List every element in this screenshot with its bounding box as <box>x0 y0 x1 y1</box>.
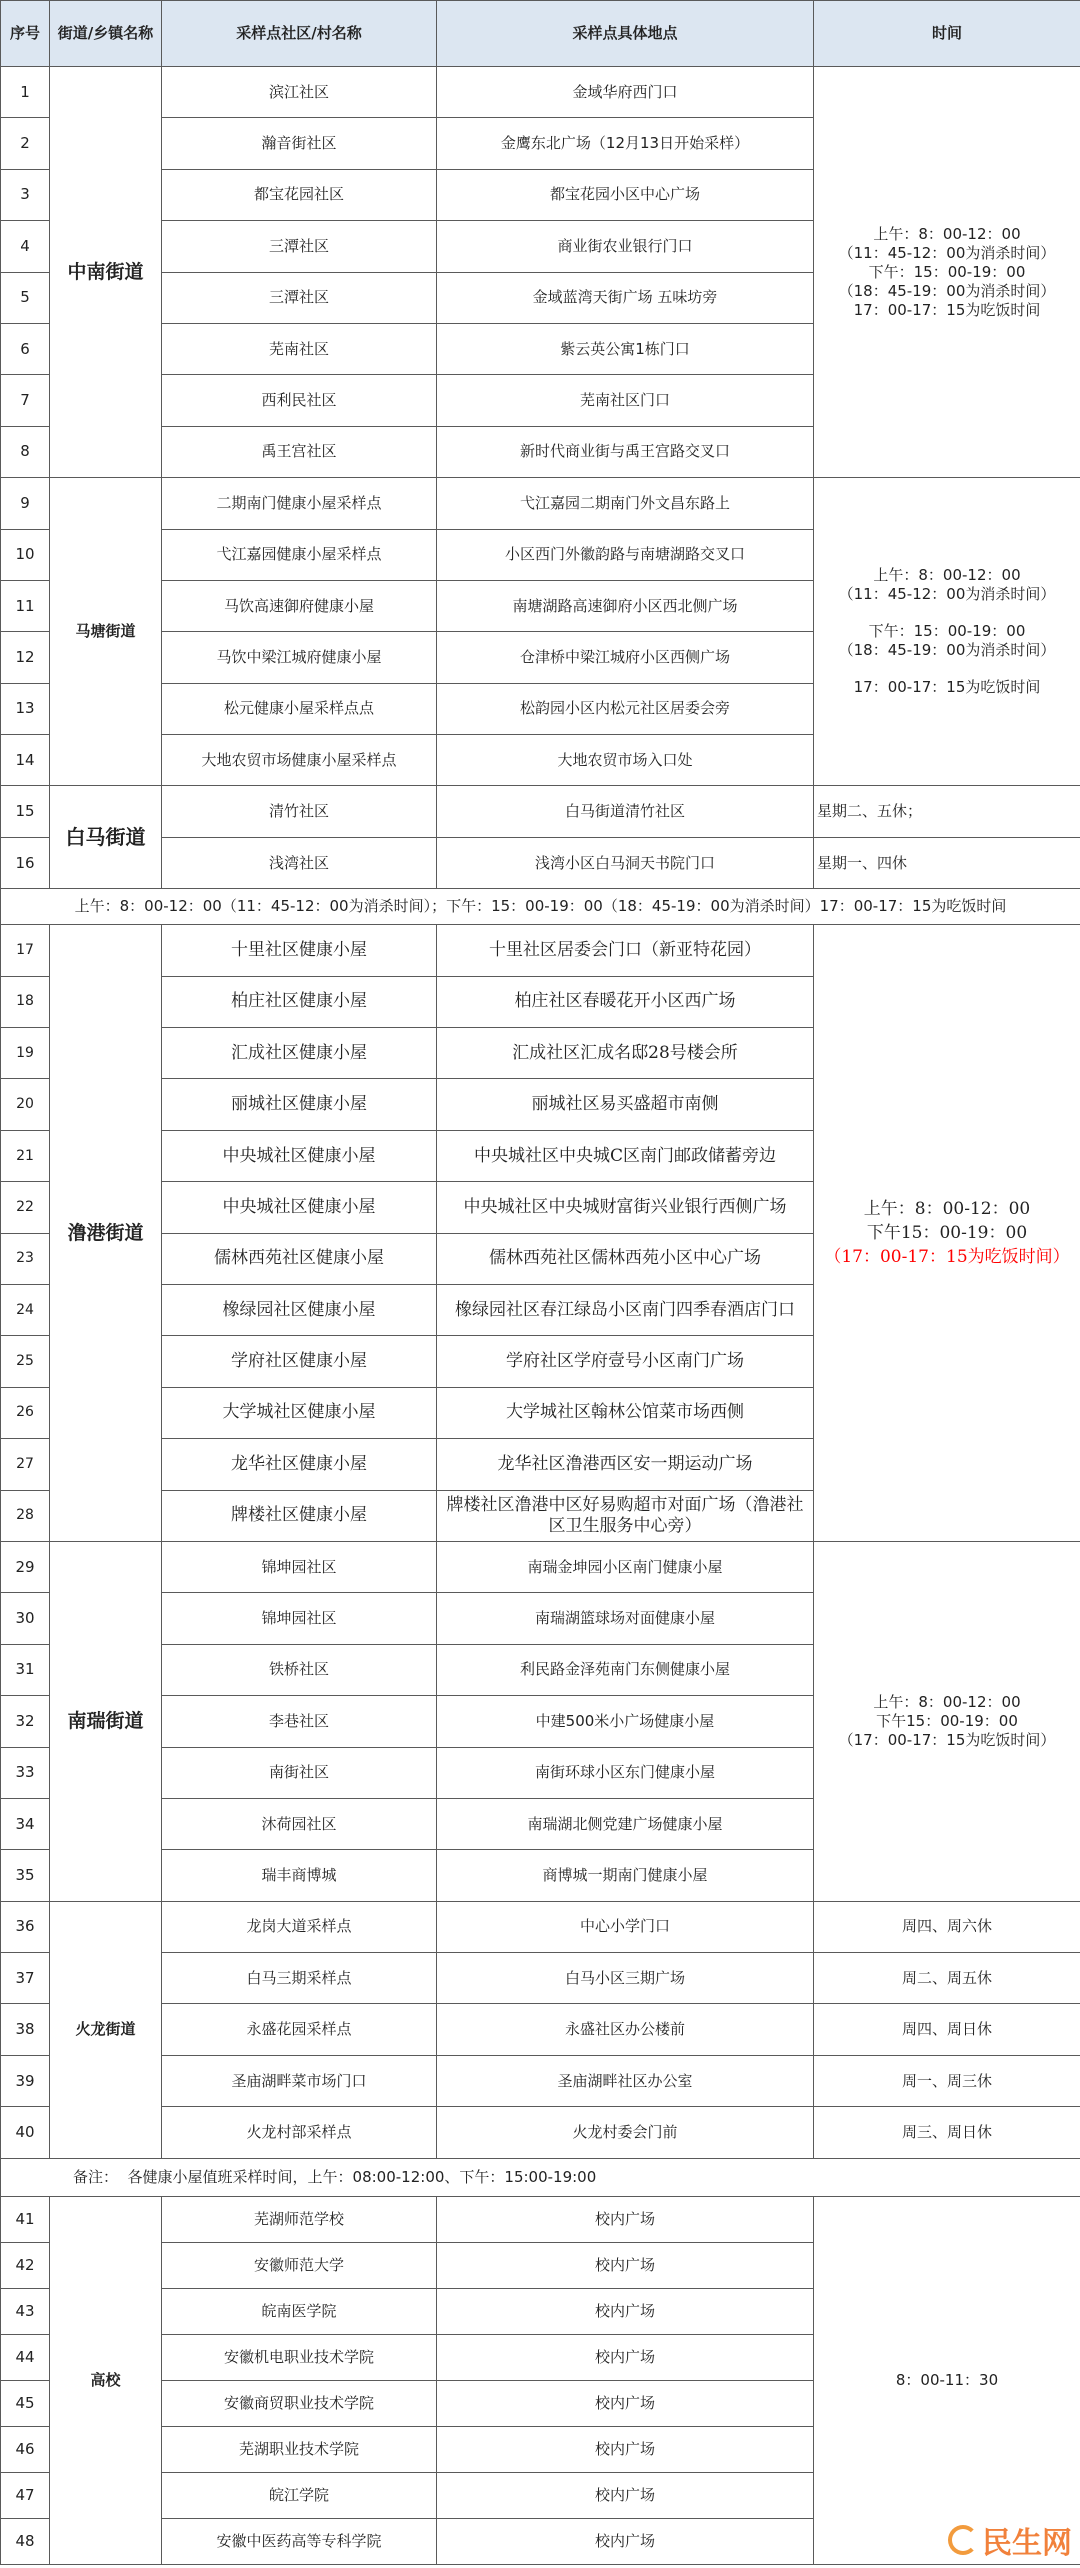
table-body <box>1 67 1080 2565</box>
time-paragraph <box>818 1197 1076 1269</box>
sampling-time <box>814 786 1080 837</box>
row-number: 10 <box>1 529 50 580</box>
community-name: 南街社区 <box>162 1747 437 1798</box>
site-location: 圣庙湖畔社区办公室 <box>437 2055 814 2106</box>
site-location: 学府社区学府壹号小区南门广场 <box>437 1336 814 1387</box>
site-location: 松韵园小区内松元社区居委会旁 <box>437 683 814 734</box>
site-location: 仓津桥中梁江城府小区西侧广场 <box>437 632 814 683</box>
site-location: 大地农贸市场入口处 <box>437 735 814 786</box>
row-number: 46 <box>1 2426 50 2472</box>
header-no: 序号 <box>1 1 50 67</box>
community-name: 瀚音街社区 <box>162 118 437 169</box>
time-line: （18：45-19：00为消杀时间） <box>838 641 1056 660</box>
time-paragraph <box>818 2371 1076 2390</box>
site-location: 金域华府西门口 <box>437 67 814 118</box>
sampling-time <box>814 1901 1080 1952</box>
sampling-time <box>814 2055 1080 2106</box>
site-location: 金鹰东北广场（12月13日开始采样） <box>437 118 814 169</box>
community-name: 锦坤园社区 <box>162 1541 437 1592</box>
community-name: 大地农贸市场健康小屋采样点 <box>162 735 437 786</box>
street-name: 中南街道 <box>50 67 162 478</box>
row-number: 28 <box>1 1490 50 1541</box>
table-row <box>1 2196 1080 2242</box>
site-location: 火龙村委会门前 <box>437 2107 814 2158</box>
row-number: 19 <box>1 1028 50 1079</box>
row-number: 37 <box>1 1953 50 2004</box>
time-paragraph <box>817 802 1076 821</box>
row-number: 33 <box>1 1747 50 1798</box>
community-name: 二期南门健康小屋采样点 <box>162 478 437 529</box>
community-name: 龙华社区健康小屋 <box>162 1439 437 1490</box>
site-location: 丽城社区易买盛超市南侧 <box>437 1079 814 1130</box>
row-number: 5 <box>1 272 50 323</box>
site-location: 儒林西苑社区儒林西苑小区中心广场 <box>437 1233 814 1284</box>
community-name: 汇成社区健康小屋 <box>162 1028 437 1079</box>
row-number: 39 <box>1 2055 50 2106</box>
site-location: 弋江嘉园二期南门外文昌东路上 <box>437 478 814 529</box>
row-number: 34 <box>1 1798 50 1849</box>
site-location: 校内广场 <box>437 2196 814 2242</box>
site-location: 南街环球小区东门健康小屋 <box>437 1747 814 1798</box>
community-name: 白马三期采样点 <box>162 1953 437 2004</box>
note-row <box>1 2158 1080 2196</box>
time-line: 周一、周三休 <box>901 2071 992 2090</box>
row-number: 1 <box>1 67 50 118</box>
site-location: 利民路金泽苑南门东侧健康小屋 <box>437 1644 814 1695</box>
time-paragraph <box>818 2020 1076 2039</box>
row-number: 6 <box>1 323 50 374</box>
time-paragraph <box>818 1969 1076 1988</box>
community-name: 橡绿园社区健康小屋 <box>162 1284 437 1335</box>
row-number: 16 <box>1 837 50 888</box>
site-location: 中心小学门口 <box>437 1901 814 1952</box>
community-name: 马饮中梁江城府健康小屋 <box>162 632 437 683</box>
time-paragraph <box>818 2072 1076 2091</box>
time-line: （11：45-12：00为消杀时间） <box>838 243 1056 262</box>
time-line: 下午：15：00-19：00 <box>868 622 1026 641</box>
row-number: 45 <box>1 2380 50 2426</box>
time-paragraph <box>817 854 1076 873</box>
community-name: 安徽机电职业技术学院 <box>162 2334 437 2380</box>
row-number: 21 <box>1 1130 50 1181</box>
site-location: 校内广场 <box>437 2426 814 2472</box>
community-name: 中央城社区健康小屋 <box>162 1182 437 1233</box>
site-location: 十里社区居委会门口（新亚特花园） <box>437 925 814 976</box>
site-location: 永盛社区办公楼前 <box>437 2004 814 2055</box>
sampling-time <box>814 925 1080 1542</box>
site-location: 汇成社区汇成名邸28号楼会所 <box>437 1028 814 1079</box>
site-location: 大学城社区翰林公馆菜市场西侧 <box>437 1387 814 1438</box>
row-number: 13 <box>1 683 50 734</box>
time-line: 周三、周日休 <box>901 2122 992 2141</box>
community-name: 芜湖职业技术学院 <box>162 2426 437 2472</box>
community-name: 安徽中医药高等专科学院 <box>162 2518 437 2564</box>
sampling-time <box>814 478 1080 786</box>
header-time: 时间 <box>814 1 1080 67</box>
community-name: 儒林西苑社区健康小屋 <box>162 1233 437 1284</box>
street-name: 澛港街道 <box>50 925 162 1542</box>
time-line: （17：00-17：15为吃饭时间） <box>838 1730 1056 1749</box>
time-line: 17：00-17：15为吃饭时间 <box>853 300 1041 319</box>
time-line: 周四、周六休 <box>901 1917 992 1936</box>
community-name: 芜南社区 <box>162 323 437 374</box>
community-name: 锦坤园社区 <box>162 1593 437 1644</box>
time-line: 下午15：00-19：00 <box>876 1711 1018 1730</box>
site-location: 南瑞金坤园小区南门健康小屋 <box>437 1541 814 1592</box>
row-number: 32 <box>1 1696 50 1747</box>
time-line: 下午15：00-19：00 <box>866 1223 1028 1244</box>
row-number: 8 <box>1 426 50 477</box>
row-number: 26 <box>1 1387 50 1438</box>
site-location: 商博城一期南门健康小屋 <box>437 1850 814 1901</box>
site-location: 橡绿园社区春江绿岛小区南门四季春酒店门口 <box>437 1284 814 1335</box>
row-number: 15 <box>1 786 50 837</box>
community-name: 皖江学院 <box>162 2472 437 2518</box>
row-number: 7 <box>1 375 50 426</box>
sampling-time <box>814 2107 1080 2158</box>
community-name: 浅湾社区 <box>162 837 437 888</box>
time-line: 星期二、五休； <box>817 802 923 821</box>
row-number: 27 <box>1 1439 50 1490</box>
time-line: 上午：8：00-12：00 <box>873 566 1021 585</box>
community-name: 马饮高速御府健康小屋 <box>162 580 437 631</box>
site-location: 校内广场 <box>437 2334 814 2380</box>
row-number: 35 <box>1 1850 50 1901</box>
community-name: 大学城社区健康小屋 <box>162 1387 437 1438</box>
row-number: 18 <box>1 976 50 1027</box>
row-number: 2 <box>1 118 50 169</box>
row-number: 44 <box>1 2334 50 2380</box>
site-location: 新时代商业街与禹王宫路交叉口 <box>437 426 814 477</box>
row-number: 24 <box>1 1284 50 1335</box>
row-number: 41 <box>1 2196 50 2242</box>
table-header <box>1 1 1080 67</box>
community-name: 李巷社区 <box>162 1696 437 1747</box>
watermark-logo <box>948 2518 1072 2562</box>
community-name: 中央城社区健康小屋 <box>162 1130 437 1181</box>
time-paragraph <box>818 678 1076 697</box>
time-line: 8：00-11：30 <box>895 2370 999 2389</box>
community-name: 芜湖师范学校 <box>162 2196 437 2242</box>
table-row <box>1 1901 1080 1952</box>
site-location: 校内广场 <box>437 2518 814 2564</box>
row-number: 3 <box>1 169 50 220</box>
watermark-text: 民生网 <box>982 2526 1072 2561</box>
street-name: 高校 <box>50 2196 162 2564</box>
time-line: 上午：8：00-12：00 <box>873 224 1021 243</box>
row-number: 31 <box>1 1644 50 1695</box>
community-name: 圣庙湖畔菜市场门口 <box>162 2055 437 2106</box>
site-location: 南瑞湖篮球场对面健康小屋 <box>437 1593 814 1644</box>
community-name: 牌楼社区健康小屋 <box>162 1490 437 1541</box>
row-number: 25 <box>1 1336 50 1387</box>
note-text: 备注： 各健康小屋值班采样时间，上午：08:00-12:00、下午：15:00-19:00 <box>1 2158 1080 2196</box>
row-number: 14 <box>1 735 50 786</box>
time-line: 星期一、四休 <box>817 853 908 872</box>
site-location: 金域蓝湾天街广场 五味坊旁 <box>437 272 814 323</box>
site-location: 校内广场 <box>437 2380 814 2426</box>
table-row <box>1 2107 1080 2158</box>
table-row <box>1 2055 1080 2106</box>
site-location: 紫云英公寓1栋门口 <box>437 323 814 374</box>
sampling-time <box>814 1953 1080 2004</box>
community-name: 西利民社区 <box>162 375 437 426</box>
sampling-time <box>814 67 1080 478</box>
community-name: 皖南医学院 <box>162 2288 437 2334</box>
site-location: 柏庄社区春暖花开小区西广场 <box>437 976 814 1027</box>
time-line: 下午：15：00-19：00 <box>868 262 1026 281</box>
row-number: 47 <box>1 2472 50 2518</box>
community-name: 铁桥社区 <box>162 1644 437 1695</box>
table-row <box>1 925 1080 976</box>
row-number: 9 <box>1 478 50 529</box>
time-paragraph <box>818 622 1076 660</box>
table-row <box>1 2004 1080 2055</box>
street-name: 南瑞街道 <box>50 1541 162 1901</box>
site-location: 中央城社区中央城C区南门邮政储蓄旁边 <box>437 1130 814 1181</box>
site-location: 中建500米小广场健康小屋 <box>437 1696 814 1747</box>
row-number: 29 <box>1 1541 50 1592</box>
time-paragraph <box>818 566 1076 604</box>
table-row <box>1 67 1080 118</box>
time-paragraph <box>818 225 1076 320</box>
community-name: 禹王宫社区 <box>162 426 437 477</box>
community-name: 三潭社区 <box>162 221 437 272</box>
row-number: 20 <box>1 1079 50 1130</box>
site-location: 校内广场 <box>437 2288 814 2334</box>
time-line: （11：45-12：00为消杀时间） <box>838 585 1056 604</box>
header-street: 街道/乡镇名称 <box>50 1 162 67</box>
sampling-time <box>814 1541 1080 1901</box>
community-name: 安徽商贸职业技术学院 <box>162 2380 437 2426</box>
row-number: 38 <box>1 2004 50 2055</box>
community-name: 沐荷园社区 <box>162 1798 437 1849</box>
time-paragraph <box>818 1917 1076 1936</box>
header-community: 采样点社区/村名称 <box>162 1 437 67</box>
site-location: 都宝花园小区中心广场 <box>437 169 814 220</box>
site-location: 校内广场 <box>437 2472 814 2518</box>
table-row <box>1 1541 1080 1592</box>
time-paragraph <box>818 2123 1076 2142</box>
row-number: 22 <box>1 1182 50 1233</box>
street-name: 火龙街道 <box>50 1901 162 2158</box>
community-name: 丽城社区健康小屋 <box>162 1079 437 1130</box>
row-number: 4 <box>1 221 50 272</box>
table-row <box>1 1953 1080 2004</box>
row-number: 42 <box>1 2242 50 2288</box>
time-line: 上午：8：00-12：00 <box>873 1692 1021 1711</box>
sampling-time <box>814 2004 1080 2055</box>
site-location: 芜南社区门口 <box>437 375 814 426</box>
community-name: 瑞丰商博城 <box>162 1850 437 1901</box>
site-location: 龙华社区澛港西区安一期运动广场 <box>437 1439 814 1490</box>
community-name: 清竹社区 <box>162 786 437 837</box>
site-location: 白马街道清竹社区 <box>437 786 814 837</box>
site-location: 白马小区三期广场 <box>437 1953 814 2004</box>
site-location: 南瑞湖北侧党建广场健康小屋 <box>437 1798 814 1849</box>
site-location: 中央城社区中央城财富街兴业银行西侧广场 <box>437 1182 814 1233</box>
sampling-time <box>814 837 1080 888</box>
row-number: 12 <box>1 632 50 683</box>
time-line: 周四、周日休 <box>901 2020 992 2039</box>
site-location: 校内广场 <box>437 2242 814 2288</box>
site-location: 商业街农业银行门口 <box>437 221 814 272</box>
community-name: 三潭社区 <box>162 272 437 323</box>
community-name: 龙岗大道采样点 <box>162 1901 437 1952</box>
site-location: 南塘湖路高速御府小区西北侧广场 <box>437 580 814 631</box>
header-location: 采样点具体地点 <box>437 1 814 67</box>
row-number: 30 <box>1 1593 50 1644</box>
community-name: 都宝花园社区 <box>162 169 437 220</box>
row-number: 48 <box>1 2518 50 2564</box>
community-name: 安徽师范大学 <box>162 2242 437 2288</box>
community-name: 十里社区健康小屋 <box>162 925 437 976</box>
community-name: 松元健康小屋采样点点 <box>162 683 437 734</box>
row-number: 23 <box>1 1233 50 1284</box>
community-name: 火龙村部采样点 <box>162 2107 437 2158</box>
community-name: 永盛花园采样点 <box>162 2004 437 2055</box>
community-name: 学府社区健康小屋 <box>162 1336 437 1387</box>
time-line: （18：45-19：00为消杀时间） <box>838 281 1056 300</box>
street-name: 马塘街道 <box>50 478 162 786</box>
row-number: 40 <box>1 2107 50 2158</box>
meal-time-note: （17：00-17：15为吃饭时间） <box>824 1247 1070 1268</box>
site-location: 小区西门外徽韵路与南塘湖路交叉口 <box>437 529 814 580</box>
time-line: 17：00-17：15为吃饭时间 <box>853 678 1041 697</box>
row-number: 43 <box>1 2288 50 2334</box>
table-row <box>1 786 1080 837</box>
site-location: 浅湾小区白马洞天书院门口 <box>437 837 814 888</box>
row-number: 17 <box>1 925 50 976</box>
globe-e-icon <box>948 2525 978 2555</box>
row-number: 36 <box>1 1901 50 1952</box>
community-name: 柏庄社区健康小屋 <box>162 976 437 1027</box>
community-name: 弋江嘉园健康小屋采样点 <box>162 529 437 580</box>
header-row <box>1 1 1080 67</box>
site-location: 牌楼社区澛港中区好易购超市对面广场（澛港社区卫生服务中心旁） <box>437 1490 814 1541</box>
note-row <box>1 889 1080 925</box>
table-row <box>1 837 1080 888</box>
time-line: 上午：8：00-12：00 <box>863 1199 1031 1220</box>
community-name: 滨江社区 <box>162 67 437 118</box>
sampling-time <box>814 2196 1080 2564</box>
note-text: 上午：8：00-12：00（11：45-12：00为消杀时间）；下午：15：00-19：00（18：45-19：00为消杀时间）17：00-17：15为吃饭时间 <box>1 889 1080 925</box>
row-number: 11 <box>1 580 50 631</box>
table-row <box>1 478 1080 529</box>
time-line: 周二、周五休 <box>901 1968 992 1987</box>
street-name: 白马街道 <box>50 786 162 889</box>
time-paragraph <box>818 1693 1076 1750</box>
